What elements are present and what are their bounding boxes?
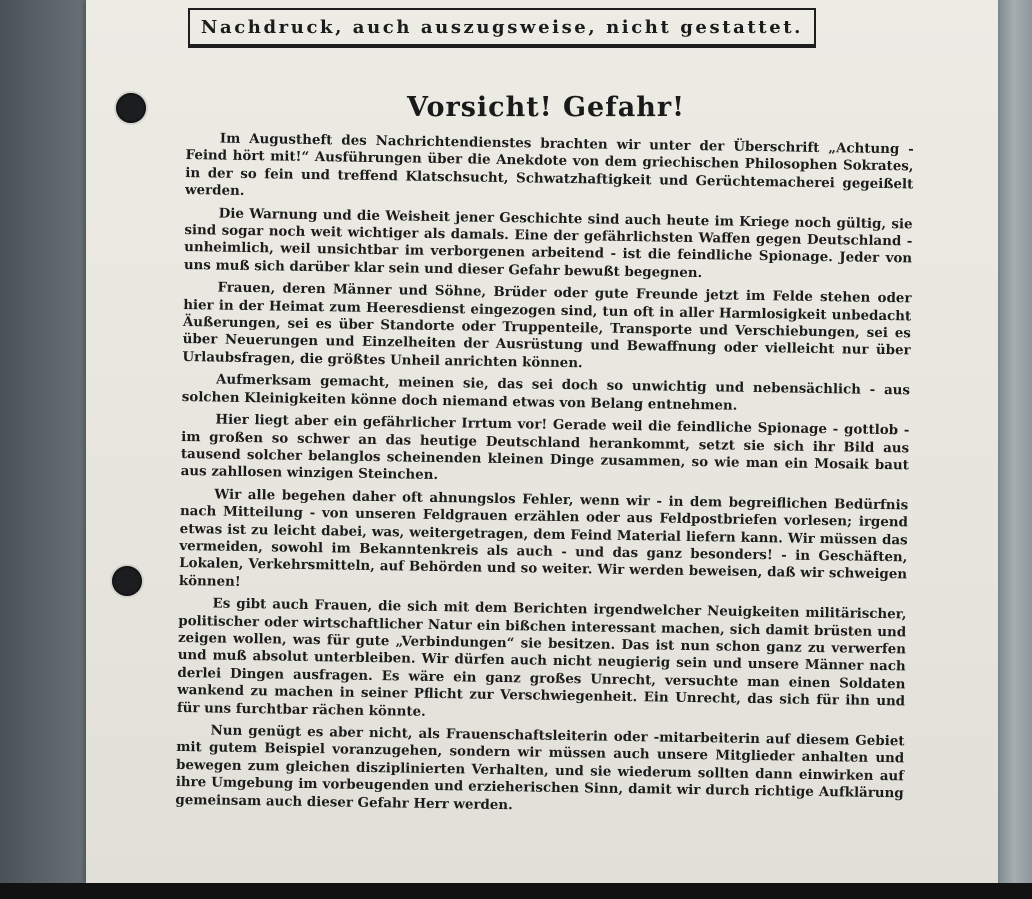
binder-background-right (992, 0, 1032, 899)
article-body (175, 130, 914, 825)
paragraph-3: Frauen, deren Männer und Söhne, Brüder oder gute Freunde jetzt im Felde stehen oder hier in der Heimat zum Heeresdienst eingezogen sind, tun oft in aller Harmlosigkeit unbedacht Äußerungen, sei es über Standorte oder Truppenteile, Transporte und Verschiebungen, sei es über Neuerungen und Einzelheiten der Ausrüstung und Bewaffnung oder vielleicht nur über Urlaubsfragen, die größtes Unheil anrichten können. (182, 279, 912, 372)
reprint-notice: Nachdruck, auch auszugsweise, nicht gestattet. (200, 16, 804, 38)
punch-hole-top (116, 93, 146, 123)
document-page (86, 0, 998, 883)
paragraph-2: Die Warnung und die Weisheit jener Geschichte sind auch heute im Kriege noch gültig, sie sind sogar noch weit wichtiger als damals. Eine der gefährlichsten Waffen gegen Deutschland - unheimlich, weil unsichtbar im verborgenen arbeitend - ist die feindliche Spionage. Jeder von uns muß sich darüber klar sein und dieser Gefahr bewußt begegnen. (183, 205, 913, 281)
paragraph-1: Im Augustheft des Nachrichtendienstes brachten wir unter der Überschrift „Achtung - Feind hört mit!“ Ausführungen über die Anekdote von dem griechischen Philosophen Sokrates, in der so fein und treffend Klatschsucht, Schwatzhaftigkeit und Gerüchtemacherei gegeißelt werden. (184, 130, 914, 200)
page-title: Vorsicht! Gefahr! (406, 92, 685, 123)
paragraph-8: Nun genügt es aber nicht, als Frauenschaftsleiterin oder -mitarbeiterin auf diesem Gebiet mit gutem Beispiel voranzugehen, sondern wir müssen auch unsere Mitglieder anhalten und bewegen zum gleichen disziplinierten Verhalten, und sie wiederum sollten dann einwirken auf ihre Umgebung im vorbeugenden und erzieherischen Sinn, damit wir durch richtige Aufklärung gemeinsam auch dieser Gefahr Herr werden. (175, 722, 905, 813)
paragraph-6: Wir alle begehen daher oft ahnungslos Fehler, wenn wir - in dem begreiflichen Bedürfnis nach Mitteilung - von unseren Feldgrauen erzählen oder aus Feldpostbriefen vorlesen; irgend etwas ist zu leicht dabei, was, weitergetragen, dem Feind Material liefern kann. Wir müssen das vermeiden, sowohl im Bekanntenkreis als auch - und das ganz besonders! - in Geschäften, Lokalen, Verkehrsmitteln, auf Behörden und so weiter. Wir werden beweisen, daß wir schweigen können! (178, 486, 909, 590)
paragraph-5: Hier liegt aber ein gefährlicher Irrtum vor! Gerade weil die feindliche Spionage - gottlob - im großen so schwer an das heutige Deutschland herankommt, setzt sie sich ihr Bild aus tausend solcher belanglos scheinenden kleinen Dinge zusammen, so wie man ein Mosaik baut aus zahllosen winzigen Steinchen. (180, 411, 910, 484)
paragraph-7: Es gibt auch Frauen, die sich mit dem Berichten irgendwelcher Neuigkeiten militärischer, politischer oder wirtschaftlicher Natur ein bißchen interessant machen, sich damit brüsten und zeigen wollen, was für gute „Verbindungen“ sie besitzen. Das ist nun schon ganz zu verwerfen und muß absolut unterbleiben. Wir dürfen auch nicht neugierig sein und unsere Männer nach derlei Dingen ausfragen. Es wäre ein ganz großes Unrecht, versuchte man einen Soldaten wankend zu machen in seiner Pflicht zur Verschwiegenheit. Ein Unrecht, das sich für ihn und für uns furchtbar rächen könnte. (176, 595, 907, 720)
paragraph-4: Aufmerksam gemacht, meinen sie, das sei doch so unwichtig und nebensächlich - aus solchen Kleinigkeiten könne doch niemand etwas von Belang entnehmen. (181, 371, 911, 414)
reprint-notice-box (188, 8, 816, 48)
binder-background-left (0, 0, 95, 899)
bottom-edge-bar (0, 883, 1032, 899)
punch-hole-bottom (112, 566, 142, 596)
